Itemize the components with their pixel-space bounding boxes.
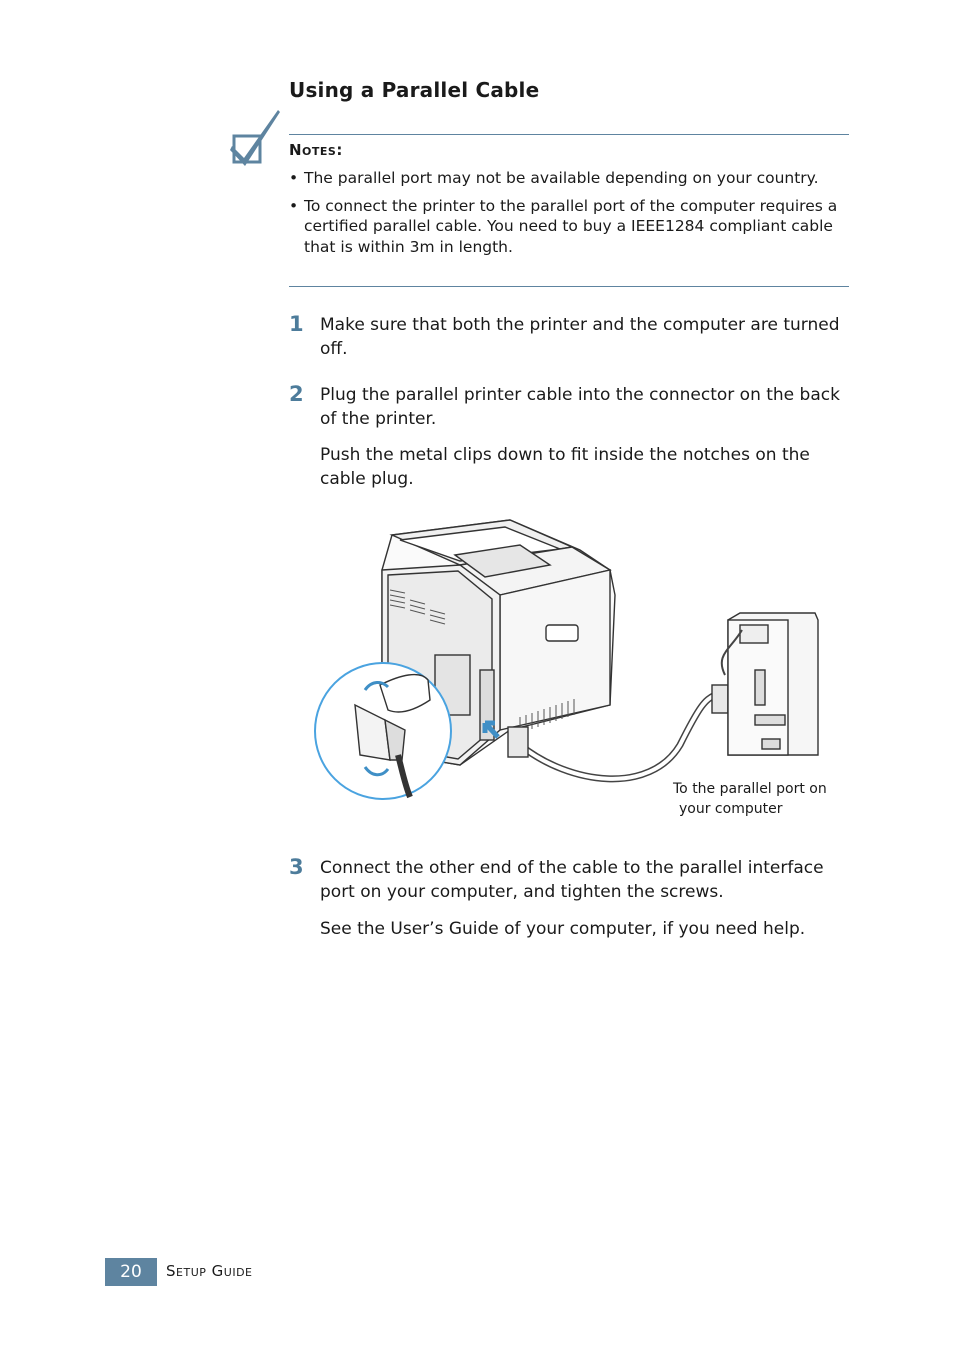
notes-heading: Notes:	[289, 141, 343, 159]
section-title: Using a Parallel Cable	[289, 78, 540, 102]
step-paragraph: Push the metal clips down to fit inside the notches on the cable plug.	[320, 445, 810, 489]
notes-top-rule	[289, 134, 849, 135]
checkmark-note-icon	[230, 106, 282, 168]
step-number: 1	[289, 312, 304, 336]
step-number: 3	[289, 855, 304, 879]
note-item: • The parallel port may not be available depending on your country.	[289, 168, 845, 189]
step-paragraph: Make sure that both the printer and the computer are turned off.	[320, 315, 840, 359]
page-number: 20	[105, 1258, 157, 1286]
step-paragraph: Connect the other end of the cable to the parallel interface port on your computer, and tighten the screws.	[320, 858, 824, 902]
computer-drawing	[728, 613, 818, 755]
guide-title: Setup Guide	[166, 1262, 253, 1280]
step-number: 2	[289, 382, 304, 406]
printer-cable-illustration	[310, 505, 845, 825]
step-paragraph: Plug the parallel printer cable into the connector on the back of the printer.	[320, 385, 840, 429]
notes-bottom-rule	[289, 286, 849, 287]
figure-caption: To the parallel port on your computer	[673, 781, 827, 817]
notes-list	[289, 168, 845, 264]
note-item: • To connect the printer to the parallel port of the computer requires a certified parallel cable. You need to buy a IEEE1284 compliant cable that is within 3m in length.	[289, 196, 845, 258]
printer-side-plug	[508, 727, 528, 757]
step-paragraph: See the User’s Guide of your computer, if you need help.	[320, 919, 806, 939]
computer-side-plug	[712, 685, 728, 713]
